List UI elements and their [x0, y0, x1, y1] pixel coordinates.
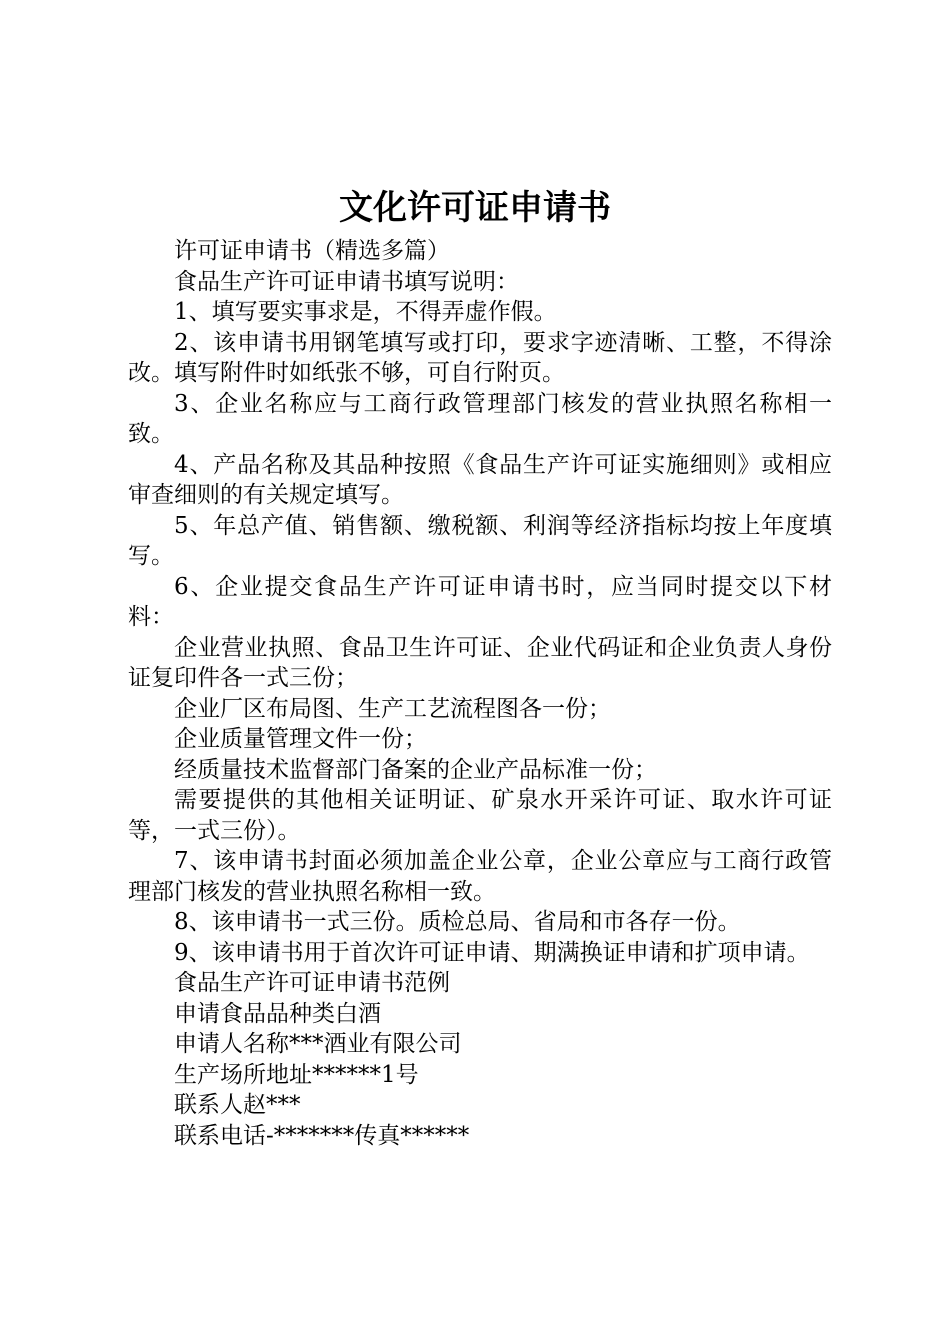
- paragraph-item-1: 1、填写要实事求是，不得弄虚作假。: [174, 299, 557, 325]
- paragraph-example-address: 生产场所地址******1号: [174, 1061, 419, 1088]
- paragraph-material-2: 企业厂区布局图、生产工艺流程图各一份；: [174, 695, 611, 722]
- paragraph-material-5: 需要提供的其他相关证明证、矿泉水开采许可证、取水许可证等，一式三份）。: [128, 787, 832, 844]
- paragraph-item-8: 8、该申请书一式三份。质检总局、省局和市各存一份。: [174, 909, 741, 935]
- paragraph-material-4: 经质量技术监督部门备案的企业产品标准一份；: [174, 756, 657, 783]
- document-body: [128, 236, 832, 1151]
- paragraph-material-3: 企业质量管理文件一份；: [174, 726, 427, 752]
- paragraph-example-heading: 食品生产许可证申请书范例: [174, 970, 450, 996]
- paragraph-item-7: 7、该申请书封面必须加盖企业公章，企业公章应与工商行政管理部门核发的营业执照名称相一致。: [128, 848, 832, 905]
- paragraph-instructions-heading: 食品生产许可证申请书填写说明：: [174, 268, 519, 295]
- paragraph-example-food-type: 申请食品品种类白酒: [174, 1000, 381, 1027]
- paragraph-item-2: 2、该申请书用钢笔填写或打印，要求字迹清晰、工整，不得涂改。填写附件时如纸张不够，可自行附页。: [128, 329, 832, 386]
- paragraph-subtitle: 许可证申请书（精选多篇）: [174, 238, 450, 264]
- paragraph-item-6: 6、企业提交食品生产许可证申请书时，应当同时提交以下材料：: [128, 573, 832, 630]
- paragraph-item-3: 3、企业名称应与工商行政管理部门核发的营业执照名称相一致。: [128, 390, 832, 447]
- paragraph-item-4: 4、产品名称及其品种按照《食品生产许可证实施细则》或相应审查细则的有关规定填写。: [128, 451, 832, 508]
- document-title: 文化许可证申请书: [339, 188, 611, 228]
- paragraph-example-applicant: 申请人名称***酒业有限公司: [174, 1031, 462, 1057]
- paragraph-item-5: 5、年总产值、销售额、缴税额、利润等经济指标均按上年度填写。: [128, 512, 832, 569]
- paragraph-material-1: 企业营业执照、食品卫生许可证、企业代码证和企业负责人身份证复印件各一式三份；: [128, 634, 832, 691]
- paragraph-example-phone: 联系电话-*******传真******: [174, 1122, 470, 1149]
- paragraph-item-9: 9、该申请书用于首次许可证申请、期满换证申请和扩项申请。: [174, 939, 810, 966]
- paragraph-example-contact: 联系人赵***: [174, 1092, 301, 1118]
